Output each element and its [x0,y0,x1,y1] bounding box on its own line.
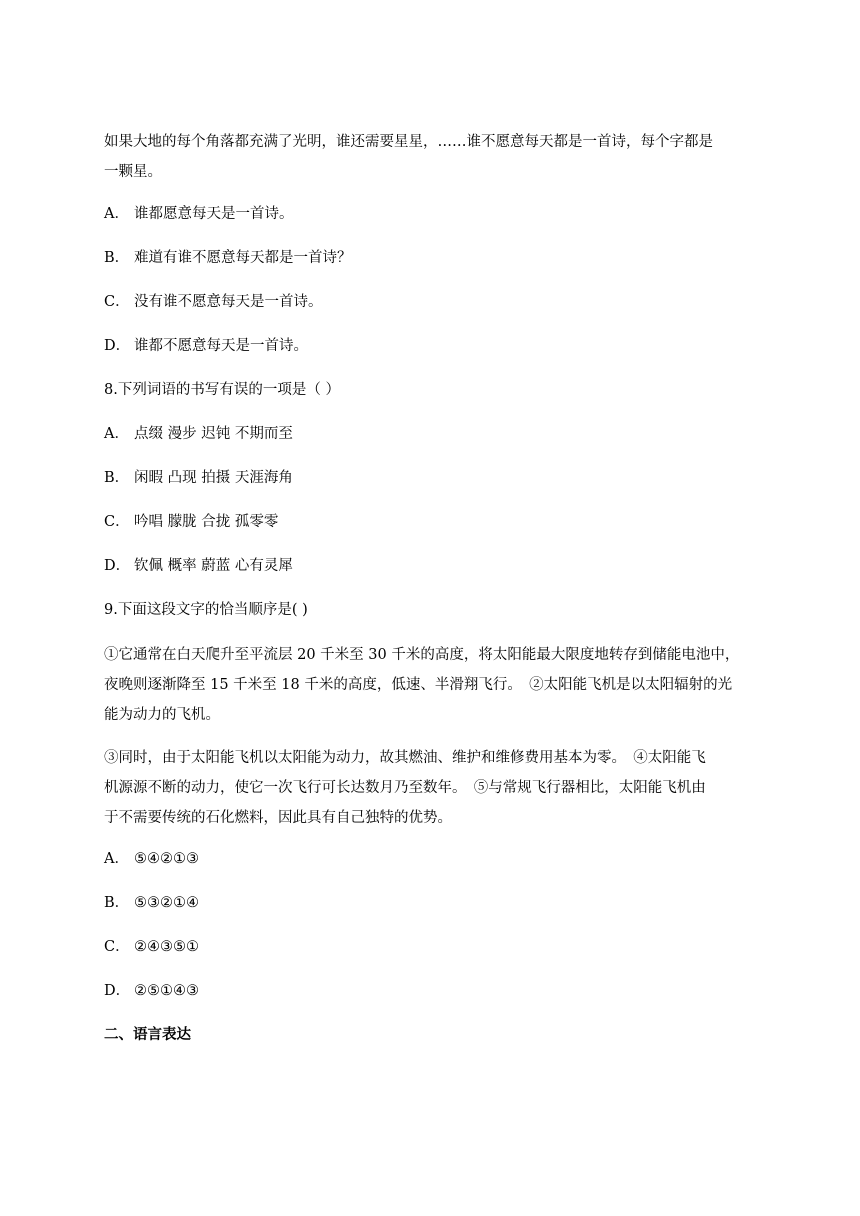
option-text: 点缀 漫步 迟钝 不期而至 [134,426,293,442]
q8-option-d [104,554,293,578]
option-text: 没有谁不愿意每天是一首诗。 [134,294,323,310]
q9-para1-line-1: ①它通常在白天爬升至平流层 20 千米至 30 千米的高度，将太阳能最大限度地转存到储能电池中， [104,647,740,663]
option-label: A． [104,426,129,442]
q9-option-b [104,891,199,915]
option-label: B． [104,250,130,266]
option-label: A． [104,206,129,222]
q9-para1-line-2: 夜晚则逐渐降至 15 千米至 18 千米的高度，低速、半滑翔飞行。 ②太阳能飞机是以太阳辐射的光 [104,677,733,693]
option-label: C． [104,939,130,955]
option-text: 吟唱 朦胧 合拢 孤零零 [134,514,279,530]
q7-option-c [104,290,323,314]
option-label: C． [104,294,130,310]
option-label: B． [104,895,130,911]
q9-option-d [104,979,199,1003]
section-heading: 二、语言表达 [104,1026,191,1043]
option-label: D． [104,338,131,354]
q9-para1-line-3: 能为动力的飞机。 [104,707,220,723]
q9-para2-line-3: 于不需要传统的石化燃料，因此具有自己独特的优势。 [104,810,452,826]
q8-option-a [104,422,293,446]
option-label: C． [104,514,130,530]
option-label: B． [104,470,130,486]
option-label: A． [104,851,129,867]
option-text: 谁都愿意每天是一首诗。 [134,206,294,222]
q8-option-c [104,510,278,534]
q7-option-a [104,202,294,226]
q7-option-d [104,334,308,358]
q7-option-b [104,246,352,270]
option-text: 闲暇 凸现 拍摄 天涯海角 [134,470,293,486]
option-text: ⑤③②①④ [134,895,199,911]
intro-passage [104,127,760,187]
option-text: ⑤④②①③ [134,851,199,867]
q8-question: 8.下列词语的书写有误的一项是（ ） [104,382,340,398]
option-label: D． [104,558,131,574]
q9-question: 9.下面这段文字的恰当顺序是( ) [104,602,308,618]
option-text: ②④③⑤① [134,939,199,955]
q9-para2-line-2: 机源源不断的动力，使它一次飞行可长达数月乃至数年。 ⑤与常规飞行器相比，太阳能飞机由 [104,780,706,796]
option-text: ②⑤①④③ [134,983,199,999]
option-text: 谁都不愿意每天是一首诗。 [134,338,308,354]
q9-paragraph-2 [104,743,760,833]
q9-option-a [104,847,199,871]
option-text: 难道有谁不愿意每天都是一首诗？ [134,250,352,266]
option-text: 钦佩 概率 蔚蓝 心有灵犀 [134,558,293,574]
intro-line-1: 如果大地的每个角落都充满了光明，谁还需要星星，……谁不愿意每天都是一首诗，每个字都是 [104,134,713,150]
q9-para2-line-1: ③同时，由于太阳能飞机以太阳能为动力，故其燃油、维护和维修费用基本为零。 ④太阳能飞 [104,750,706,766]
q9-paragraph-1 [104,640,760,730]
q8-option-b [104,466,293,490]
q9-option-c [104,935,199,959]
intro-line-2: 一颗星。 [104,164,162,180]
option-label: D． [104,983,131,999]
